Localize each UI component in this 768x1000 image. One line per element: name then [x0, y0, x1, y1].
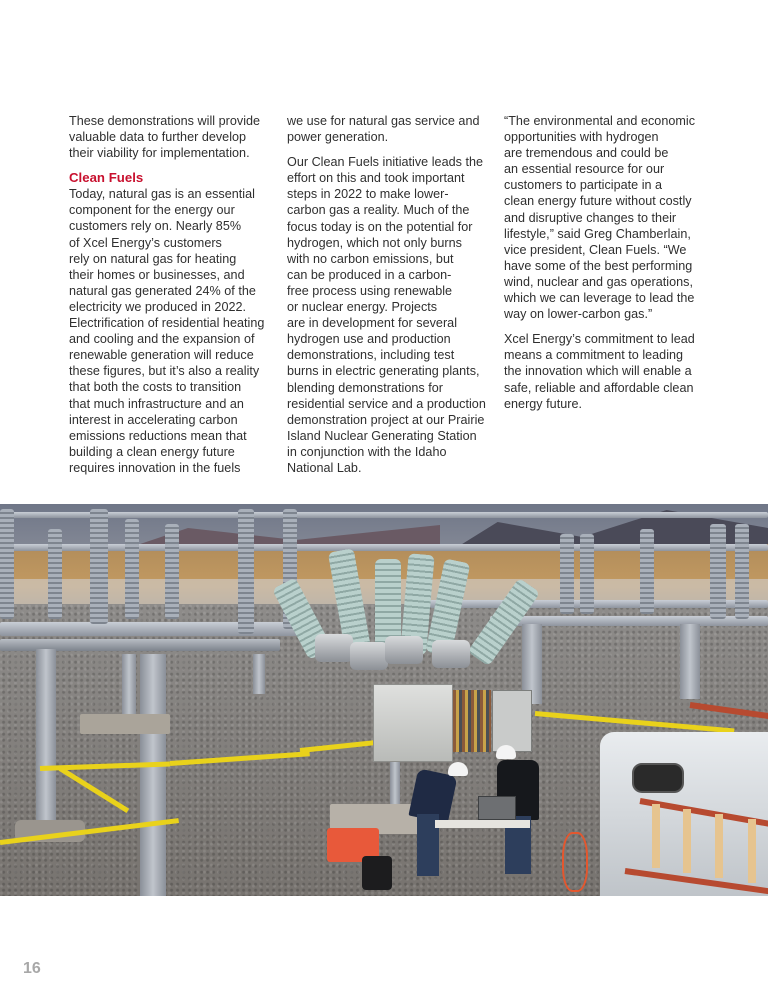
intro-paragraph: These demonstrations will provide valuable data to further develop their viability for implementation.	[69, 114, 261, 161]
concrete-footing	[80, 714, 170, 734]
orange-cord	[562, 832, 588, 892]
test-equipment-case	[478, 796, 516, 820]
steel-post	[253, 654, 265, 694]
truck-window	[632, 763, 684, 793]
continuation-paragraph: we use for natural gas service and power generation.	[287, 114, 480, 145]
folding-table	[435, 820, 530, 828]
clean-fuels-paragraph: Today, natural gas is an essential component for the energy our customers rely on. Nearly 85% of Xcel Energy’s customers rely on natural gas for heating their homes or businesses, and natural gas generated 24% of the electricity we produced in 2022. Electrification of residential heating and cooling and the expansion of renewable generation will reduce these figures, but it’s also a reality that both the costs to transition that much infrastructure and an interest in accelerating carbon emissions reductions mean that building a clean energy future requires innovation in the fuels	[69, 187, 265, 475]
tool-bag	[362, 856, 392, 890]
insulator	[238, 509, 254, 634]
hard-hat	[496, 745, 516, 759]
cabinet-wiring	[453, 690, 491, 752]
column-2	[287, 113, 487, 485]
insulator	[125, 519, 139, 619]
insulator	[640, 529, 654, 614]
ladder-rung	[652, 804, 660, 868]
insulator	[165, 524, 179, 619]
column-1	[69, 113, 269, 485]
substation-photo	[0, 504, 768, 896]
section-heading-clean-fuels: Clean Fuels	[69, 170, 144, 186]
page-number: 16	[23, 960, 41, 977]
control-cabinet	[373, 684, 453, 762]
cabinet-door	[492, 690, 532, 752]
insulator	[560, 534, 574, 614]
article-columns	[69, 113, 701, 483]
steel-post	[140, 654, 166, 896]
insulator	[90, 509, 108, 624]
insulator	[48, 529, 62, 619]
bushing-cap	[315, 634, 353, 662]
ladder-rung	[683, 809, 691, 873]
insulator	[735, 524, 749, 619]
steel-post	[36, 649, 56, 824]
insulator	[580, 534, 594, 614]
hard-hat	[448, 762, 468, 776]
quote-paragraph: “The environmental and economic opportunities with hydrogen are tremendous and could be an essential resource for our customers to participate in a clean energy future without costly and disruptive changes to their lifestyle,” said Greg Chamberlain, vice president, Clean Fuels. “We have some of the best performing wind, nuclear and gas operations, which we can leverage to lead the way on lower-carbon gas.”	[504, 114, 696, 322]
bushing-cap	[432, 640, 470, 668]
steel-post	[680, 624, 700, 699]
ladder-rung	[715, 814, 723, 878]
insulator	[710, 524, 726, 619]
closing-paragraph: Xcel Energy’s commitment to lead means a commitment to leading the innovation which will enable a safe, reliable and affordable clean energy future.	[504, 332, 695, 411]
bushing-cap	[350, 642, 388, 670]
initiative-paragraph: Our Clean Fuels initiative leads the effort on this and took important steps in 2022 to make lower- carbon gas a reality. Much of the focus today is on the potential for hydrogen, which not only burns with no carbon emissions, but can be produced in a carbon- free process using renewable or nuclear energy. Projects are in development for several hydrogen use and production demonstrations, including test burns in electric generating plants, blending demonstrations for residential service and a production demonstration project at our Prairie Island Nuclear Generating Station in conjunction with the Idaho National Lab.	[287, 155, 486, 475]
column-3	[504, 113, 704, 421]
steel-beam	[0, 622, 300, 636]
ladder-rung	[748, 819, 756, 883]
insulator	[0, 509, 14, 619]
steel-beam	[0, 512, 768, 518]
bushing-cap	[385, 636, 423, 664]
